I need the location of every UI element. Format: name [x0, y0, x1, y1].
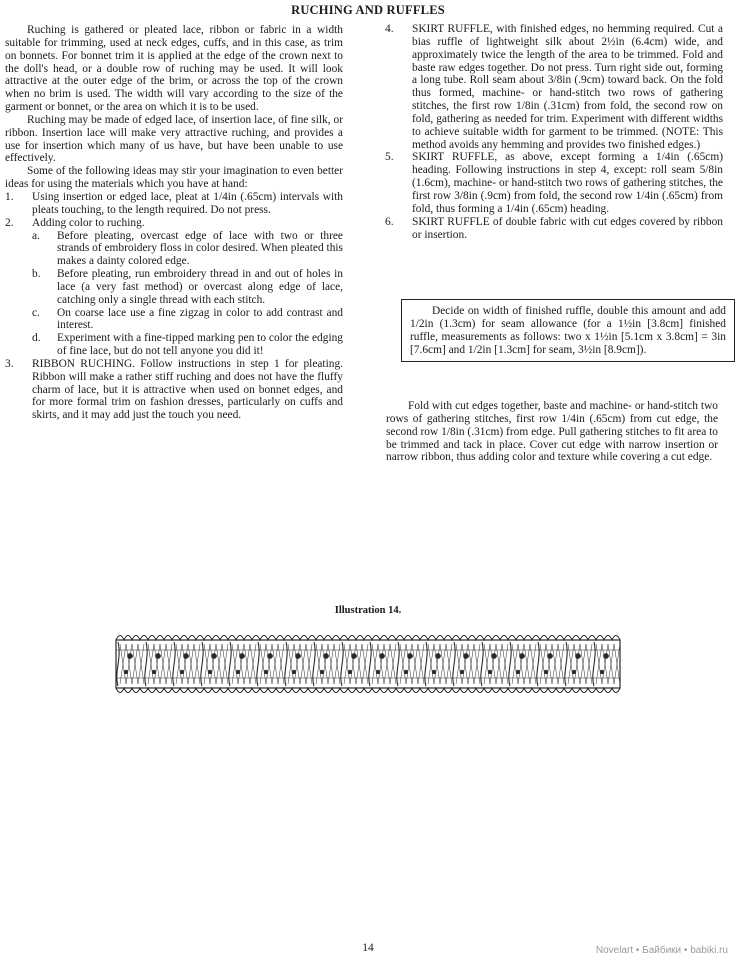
materials-paragraph: Ruching may be made of edged lace, of insertion lace, of fine silk, or ribbon. Insertion lace will make very attractive ruching, and provides a use for insertion which many of us have, but have been unable to use effectively.: [5, 113, 343, 165]
page-number: 14: [362, 942, 374, 954]
page-title: RUCHING AND RUFFLES: [291, 3, 445, 17]
calculation-box: [401, 299, 735, 362]
list-item: [385, 151, 723, 215]
right-column: [385, 23, 723, 241]
sub-item-letter: a.: [32, 229, 40, 242]
calculation-text: Decide on width of finished ruffle, double this amount and add 1/2in (1.3cm) for seam allowance (for a 1½in [3.8cm] finished ruffle, measurements as follows: two x 1½in [5.1cm x 3.8cm] = 3in [7.6cm] and 1/2in [1.3cm] for seam, 3½in [8.9cm]).: [410, 305, 726, 356]
list-item: [5, 217, 343, 230]
sub-item-letter: c.: [32, 306, 40, 319]
closing-instructions: [386, 400, 718, 464]
sub-item-text: Before pleating, overcast edge of lace with two or three strands of embroidery floss in color desired. When pleated this makes a dainty colored edge.: [57, 229, 343, 268]
item-number: 6.: [385, 215, 394, 228]
sub-list-item: [5, 230, 343, 269]
ideas-paragraph: Some of the following ideas may stir your imagination to even better ideas for using the materials which you have at hand:: [5, 165, 343, 191]
item-text: Using insertion or edged lace, pleat at 1/4in (.65cm) intervals with pleats touching, to the length required. Do not press.: [32, 190, 343, 216]
list-item: [5, 358, 343, 422]
sub-list-item: [5, 332, 343, 358]
intro-paragraph: Ruching is gathered or pleated lace, ribbon or fabric in a width suitable for trimming, used at neck edges, cuffs, and in this case, as trim on bonnets. For bonnet trim it is applied at the edge of the crown next to the doll's head, or a double row of ruching may be used. It will look attractive at the outer edge of the brim, or across the top of the crown when no brim is used. The width will vary according to the size of the garment or bonnet, or the area on which it is to be used.: [5, 24, 343, 114]
left-column: [5, 24, 343, 422]
item-text: RIBBON RUCHING. Follow instructions in step 1 for pleating. Ribbon will make a rather stiff ruching and does not have the fluffy charm of lace, but it is attractive when used on bonnet edges, and for more formal trim on fashion dresses, particularly on cuffs and skirts, and it may add just the touch you need.: [32, 357, 343, 422]
list-item: [385, 216, 723, 242]
item-text: SKIRT RUFFLE of double fabric with cut edges covered by ribbon or insertion.: [412, 215, 723, 241]
item-number: 3.: [5, 357, 14, 370]
list-item: [385, 23, 723, 151]
closing-paragraph: Fold with cut edges together, baste and machine- or hand-stitch two rows of gathering stitches, first row 1/4in (.65cm) from cut edge, the second row 1/8in (.31cm) from edge. Pull gathering stitches to fit area to be trimmed and tack in place. Cover cut edge with narrow insertion or narrow ribbon, thus adding color and texture while covering a cut edge.: [386, 400, 718, 464]
sub-item-text: Experiment with a fine-tipped marking pen to color the edging of fine lace, but do not tell anyone you did it!: [57, 332, 343, 358]
item-number: 4.: [385, 23, 394, 35]
sub-list-item: [5, 268, 343, 307]
sub-list-item: [5, 307, 343, 333]
item-number: 2.: [5, 216, 14, 229]
list-item: [5, 191, 343, 217]
item-text: SKIRT RUFFLE, with finished edges, no hemming required. Cut a bias ruffle of lightweight silk about 2½in (6.4cm) wide, and approximately twice the length of the area to be trimmed. Fold and baste raw edges together. Do not press. Turn right side out, forming a long tube. Roll seam about 3/8in (.9cm) toward back. On the fold thus formed, machine- or hand-stitch two rows of gathering stitches, the first row 1/8in (.31cm) from fold, the second row on fold, gathering as needed for trim. Experiment with different widths to achieve suitable width for garment to be trimmed. (NOTE: This method avoids any hemming and provides two finished edges.): [412, 23, 723, 151]
item-number: 1.: [5, 190, 14, 203]
sub-item-letter: d.: [32, 332, 41, 345]
sub-item-text: Before pleating, run embroidery thread in and out of holes in lace (a very fast method) or overcast along edge of lace, catching only a single thread with each stitch.: [57, 268, 343, 306]
item-text: Adding color to ruching.: [32, 216, 145, 229]
illustration-caption: Illustration 14.: [334, 605, 402, 616]
item-number: 5.: [385, 151, 394, 164]
sub-item-letter: b.: [32, 268, 41, 281]
sub-item-text: On coarse lace use a fine zigzag in color to add contrast and interest.: [57, 306, 343, 332]
watermark: Novelart • Байбики • babiki.ru: [595, 945, 728, 956]
item-text: SKIRT RUFFLE, as above, except forming a 1/4in (.65cm) heading. Following instructions in step 4, except: roll seam 5/8in (1.6cm), machine- or hand-stitch two rows of gathering stitches, the first row 3/8in (.9cm) from fold, the second row 1/4in (.65cm) from fold, thus forming a 1/4in (.65cm) heading.: [412, 151, 723, 215]
lace-ruching-illustration-icon: [112, 628, 624, 700]
